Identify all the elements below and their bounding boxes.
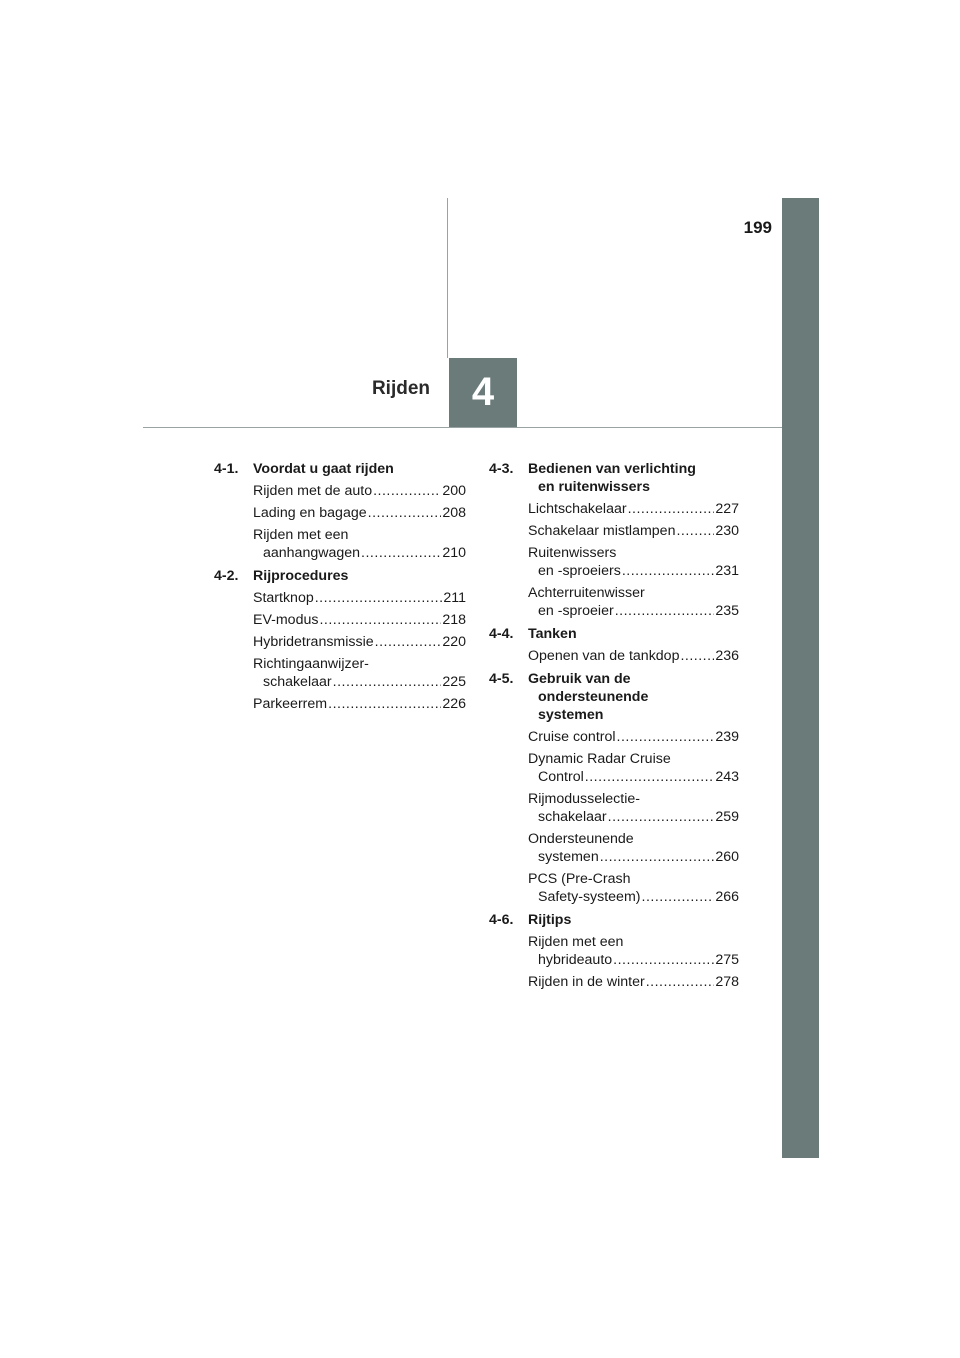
toc-entry-text: Schakelaar mistlampen [528, 523, 676, 539]
toc-dot-leader [373, 482, 441, 500]
toc-entry-text: en -sproeiers [538, 563, 621, 579]
toc-dot-leader [585, 768, 715, 786]
toc-section-title-line: Gebruik van de [528, 671, 631, 687]
toc-entry[interactable] [528, 973, 739, 991]
toc-section-title [528, 911, 739, 929]
toc-section [489, 670, 739, 906]
toc-section-number: 4-2. [214, 568, 239, 584]
toc-entry-page: 227 [715, 501, 739, 517]
toc-dot-leader [319, 611, 441, 629]
toc-section-title [528, 625, 739, 643]
toc-entry[interactable] [528, 522, 739, 540]
toc-entry-text: en -sproeier [538, 603, 614, 619]
toc-section [489, 625, 739, 665]
toc-dot-leader [328, 695, 441, 713]
toc-entry-text: hybrideauto [538, 952, 613, 968]
toc-entry-line-last [528, 522, 739, 540]
toc-entry-line [528, 750, 739, 768]
toc-section-title-line: ondersteunende [538, 689, 649, 705]
toc-entry[interactable] [253, 526, 466, 562]
toc-entry[interactable] [253, 589, 466, 607]
toc-entry-text: Ondersteunende [528, 831, 634, 847]
toc-entry-text: schakelaar [538, 809, 607, 825]
toc-section-number: 4-5. [489, 671, 514, 687]
toc-dot-leader [680, 647, 714, 665]
toc-entry-page: 220 [442, 634, 466, 650]
toc-entry-line-last [528, 647, 739, 665]
toc-entry-page: 275 [715, 952, 739, 968]
toc-entry-text: systemen [538, 849, 599, 865]
toc-dot-leader [622, 562, 715, 580]
toc-entry-page: 236 [715, 648, 739, 664]
toc-column-right [489, 460, 739, 996]
toc-entry-line [528, 830, 739, 848]
toc-entry-line-last [528, 562, 739, 580]
toc-entry[interactable] [253, 504, 466, 522]
toc-entry-text: Rijden in de winter [528, 974, 645, 990]
toc-entry-line-last [253, 673, 466, 691]
toc-dot-leader [600, 848, 715, 866]
toc-entry[interactable] [528, 870, 739, 906]
chapter-title: Rijden [371, 378, 430, 399]
toc-entry-line-last [528, 973, 739, 991]
toc-entry-line-last [253, 544, 466, 562]
toc-entry-line [528, 790, 739, 808]
toc-section-title-line: Rijtips [528, 912, 572, 928]
toc-entry-text: Achterruitenwisser [528, 585, 645, 601]
toc-entry-line-last [253, 482, 466, 500]
toc-entry-text: Hybridetransmissie [253, 634, 374, 650]
toc-dot-leader [642, 888, 715, 906]
toc-entry-text: Parkeerrem [253, 696, 328, 712]
toc-entry-page: 230 [715, 523, 739, 539]
toc-entry[interactable] [528, 790, 739, 826]
toc-entry-text: EV-modus [253, 612, 319, 628]
toc-entry-page: 259 [715, 809, 739, 825]
toc-dot-leader [676, 522, 714, 540]
toc-entry-line-last [253, 589, 466, 607]
toc-entry-line-last [528, 500, 739, 518]
toc-section-heading [489, 625, 739, 643]
chapter-number-box [449, 358, 517, 427]
toc-entry-text: Lichtschakelaar [528, 501, 627, 517]
toc-entry-text: Openen van de tankdop [528, 648, 680, 664]
toc-entry-page: 200 [442, 483, 466, 499]
toc-entry[interactable] [528, 544, 739, 580]
toc-dot-leader [646, 973, 715, 991]
toc-entry-line [253, 526, 466, 544]
toc-dot-leader [375, 633, 442, 651]
toc-dot-leader [608, 808, 715, 826]
toc-section-title-line: Rijprocedures [253, 568, 349, 584]
toc-section-number: 4-6. [489, 912, 514, 928]
toc-entry-line-last [253, 695, 466, 713]
toc-section-title [253, 460, 466, 478]
toc-entry-text: Lading en bagage [253, 505, 367, 521]
toc-entry-page: 226 [442, 696, 466, 712]
chapter-number: 4 [471, 370, 495, 414]
toc-dot-leader [368, 504, 442, 522]
toc-entry[interactable] [528, 728, 739, 746]
toc-entry[interactable] [528, 647, 739, 665]
toc-entry[interactable] [528, 933, 739, 969]
toc-dot-leader [361, 544, 441, 562]
chapter-side-tab [782, 198, 819, 1158]
toc-entry-line-last [528, 951, 739, 969]
toc-entry-text: Richtingaanwijzer- [253, 656, 369, 672]
toc-entry-line-last [528, 602, 739, 620]
toc-entry[interactable] [528, 584, 739, 620]
toc-section [214, 460, 466, 562]
toc-entry-page: 218 [442, 612, 466, 628]
toc-section-number: 4-3. [489, 461, 514, 477]
toc-section-number: 4-4. [489, 626, 514, 642]
toc-entry-page: 266 [715, 889, 739, 905]
toc-entry-line [528, 584, 739, 602]
toc-section-title [253, 567, 466, 585]
toc-entry-line [253, 655, 466, 673]
toc-entry-line-last [528, 848, 739, 866]
toc-entry-page: 211 [443, 590, 466, 606]
toc-section-heading [214, 567, 466, 585]
toc-entry-text: schakelaar [263, 674, 332, 690]
toc-entry[interactable] [253, 633, 466, 651]
toc-section [489, 911, 739, 991]
toc-dot-leader [628, 500, 715, 518]
toc-dot-leader [315, 589, 443, 607]
toc-section-title [528, 670, 739, 724]
toc-entry-line-last [253, 504, 466, 522]
toc-entry-page: 208 [442, 505, 466, 521]
toc-entry-text: Control [538, 769, 584, 785]
toc-section-number: 4-1. [214, 461, 239, 477]
toc-section-title-line: Voordat u gaat rijden [253, 461, 394, 477]
toc-entry[interactable] [253, 655, 466, 691]
toc-dot-leader [615, 602, 715, 620]
toc-section [214, 567, 466, 713]
toc-entry-page: 278 [715, 974, 739, 990]
toc-entry[interactable] [253, 695, 466, 713]
toc-dot-leader [613, 951, 714, 969]
toc-section-title-line: Tanken [528, 626, 577, 642]
toc-dot-leader [333, 673, 442, 691]
toc-entry-line [528, 933, 739, 951]
toc-section-title [528, 460, 739, 496]
toc-entry-text: Rijden met een [528, 934, 624, 950]
page-number: 199 [743, 218, 772, 237]
toc-entry[interactable] [528, 500, 739, 518]
toc-entry-page: 239 [715, 729, 739, 745]
toc-entry[interactable] [528, 750, 739, 786]
toc-entry-page: 243 [715, 769, 739, 785]
toc-entry-line [528, 544, 739, 562]
toc-section-heading [489, 911, 739, 929]
toc-entry-text: Startknop [253, 590, 314, 606]
toc-entry-page: 225 [442, 674, 466, 690]
toc-entry-text: aanhangwagen [263, 545, 361, 561]
header-vertical-rule [447, 198, 448, 358]
toc-section [489, 460, 739, 620]
toc-entry-text: Rijden met een [253, 527, 349, 543]
toc-entry-text: Rijden met de auto [253, 483, 373, 499]
toc-section-heading [489, 670, 739, 724]
toc-entry-text: Rijmodusselectie- [528, 791, 640, 807]
toc-entry-text: Ruitenwissers [528, 545, 617, 561]
toc-entry-page: 210 [442, 545, 466, 561]
toc-entry-line-last [528, 888, 739, 906]
toc-entry-line-last [253, 633, 466, 651]
toc-entry-line-last [528, 728, 739, 746]
toc-section-heading [489, 460, 739, 496]
toc-entry-text: Cruise control [528, 729, 616, 745]
toc-entry-line-last [253, 611, 466, 629]
toc-entry-page: 260 [715, 849, 739, 865]
toc-entry-text: Dynamic Radar Cruise [528, 751, 671, 767]
toc-entry-text: PCS (Pre-Crash [528, 871, 631, 887]
toc-column-left [214, 460, 466, 718]
toc-entry[interactable] [253, 482, 466, 500]
toc-entry-page: 231 [715, 563, 739, 579]
toc-section-title-line: systemen [538, 707, 604, 723]
toc-section-title-line: Bedienen van verlichting [528, 461, 696, 477]
toc-entry[interactable] [253, 611, 466, 629]
toc-entry-page: 235 [715, 603, 739, 619]
toc-entry-line-last [528, 808, 739, 826]
toc-section-title-line: en ruitenwissers [538, 479, 650, 495]
toc-section-heading [214, 460, 466, 478]
toc-dot-leader [617, 728, 715, 746]
toc-entry[interactable] [528, 830, 739, 866]
header-horizontal-rule [143, 427, 782, 428]
toc-entry-line-last [528, 768, 739, 786]
toc-entry-text: Safety-systeem) [538, 889, 641, 905]
toc-entry-line [528, 870, 739, 888]
